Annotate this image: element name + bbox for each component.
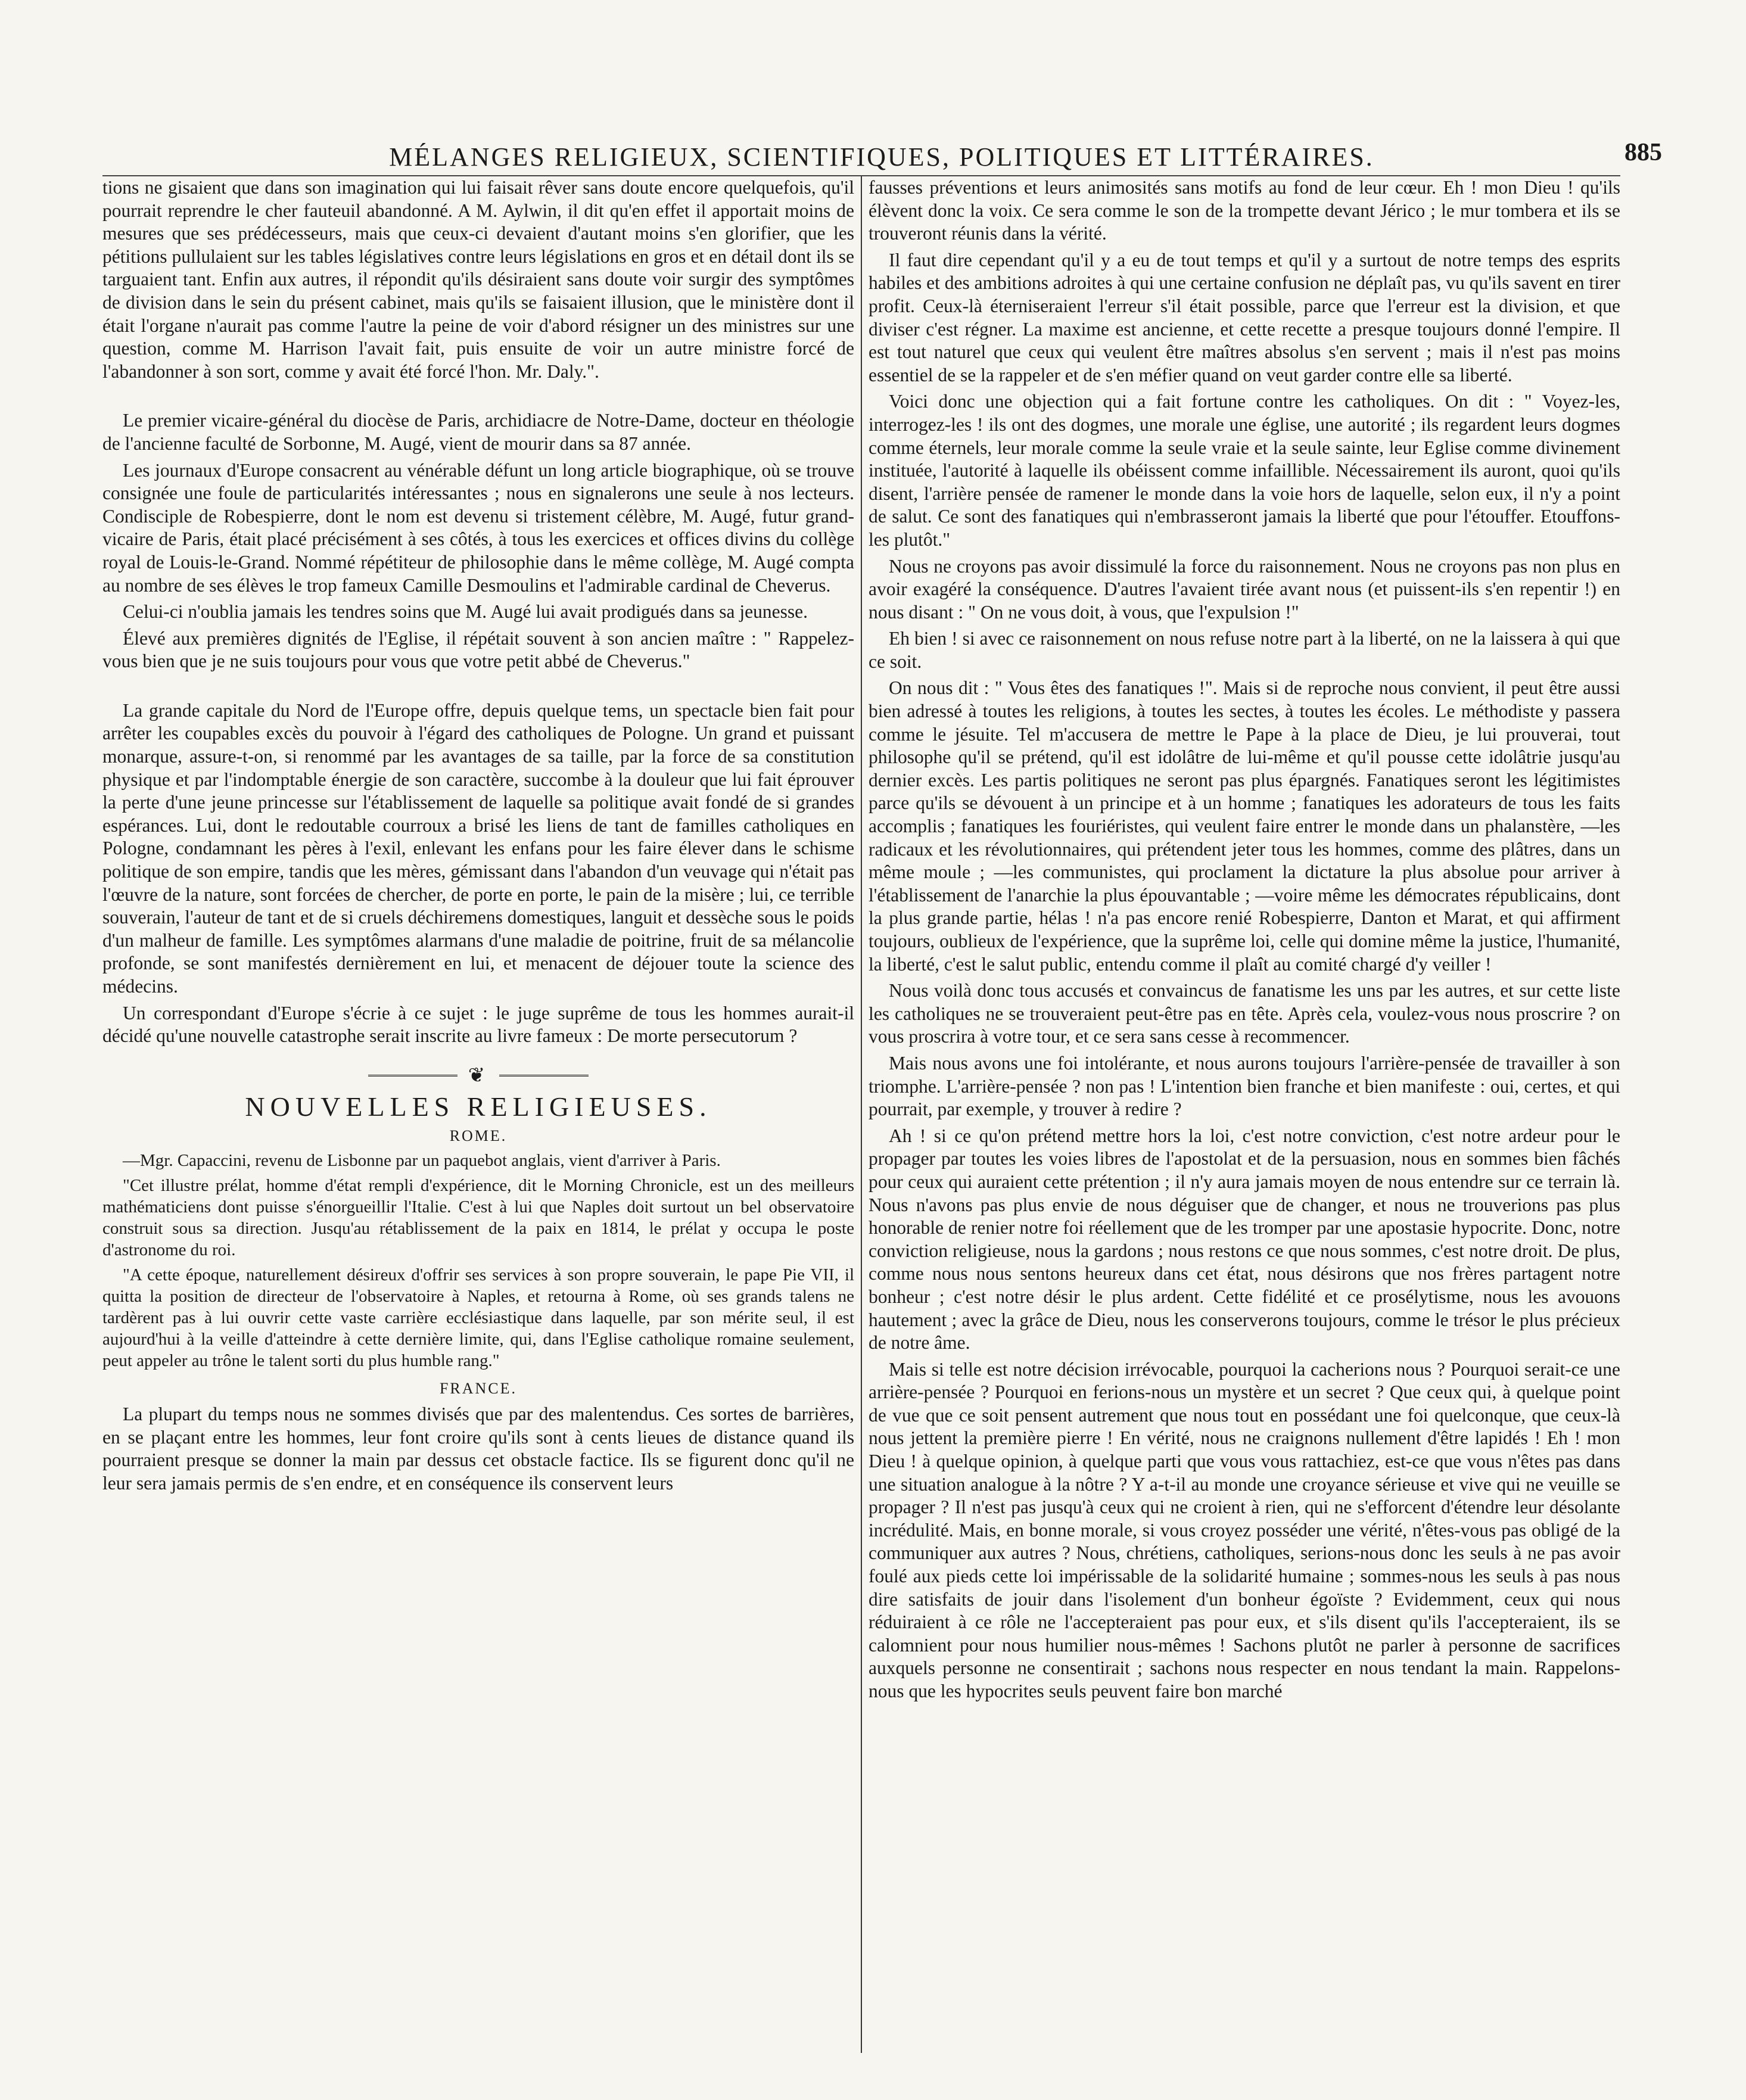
right-column: [869, 176, 1620, 2053]
running-title: MÉLANGES RELIGIEUX, SCIENTIFIQUES, POLITIQUES ET LITTÉRAIRES.: [389, 142, 1374, 172]
paragraph: Il faut dire cependant qu'il y a eu de tout temps et qu'il y a surtout de notre temps des esprits habiles et des ambitions adroites à qui une certaine confusion ne déplaît pas, vu qu'ils savent en tirer profit. Ceux-là éterniseraient l'erreur s'il était possible, parce que l'erreur est la division, et que diviser c'est régner. La maxime est ancienne, et cette recette a presque toujours donné l'empire. Il est tout naturel que ceux qui veulent être maîtres absolus s'en servent ; mais il n'est pas moins essentiel de se la rappeler et de s'en méfier quand on veut garder contre elle sa liberté.: [869, 249, 1620, 385]
paragraph: Nous ne croyons pas avoir dissimulé la force du raisonnement. Nous ne croyons pas non plus en avoir exagéré la conséquence. D'autres l'avaient tirée avant nous (et puissent-ils s'en repentir !) en nous disant : " On ne vous doit, à vous, que l'expulsion !": [869, 555, 1620, 623]
column-divider: [861, 176, 862, 2053]
paragraph: La grande capitale du Nord de l'Europe offre, depuis quelque tems, un spectacle bien fait pour arrêter les coupables excès du pouvoir à l'égard des catholiques de Pologne. Un grand et puissant monarque, assure-t-on, si renommé par les avantages de sa taille, par la force de sa constitution physique et par l'indomptable énergie de son caractère, succombe à la douleur que lui fait éprouver la perte d'une jeune princesse sur l'établissement de laquelle sa politique avait fondé de si grandes espérances. Lui, dont le redoutable courroux a brisé les liens de tant de familles catholiques en Pologne, condamnant les pères à l'exil, enlevant les enfans pour les faire élever dans le schisme politique de son empire, tandis que les mères, gémissant dans l'abandon d'un veuvage qui n'était pas l'œuvre de la nature, sont forcées de chercher, de porte en porte, le pain de la misère ; lui, ce terrible souverain, l'auteur de tant et de si cruels déchiremens domestiques, languit et dessèche sous le poids d'un malheur de famille. Les symptômes alarmans d'une maladie de poitrine, fruit de sa mélancolie profonde, se sont manifestés dernièrement en lui, et menacent de déjouer toute la science des médecins.: [102, 699, 854, 997]
paragraph: Nous voilà donc tous accusés et convaincus de fanatisme les uns par les autres, et sur cette liste les catholiques ne se trouveraient peut-être pas en tête. Après cela, voulez-vous nous proscrire ? on vous proscrira à votre tour, et ce sera sans cesse à recommencer.: [869, 980, 1620, 1047]
paragraph: Mais nous avons une foi intolérante, et nous aurons toujours l'arrière-pensée de travailler à son triomphe. L'arrière-pensée ? non pas ! L'intention bien franche et bien manifeste : oui, certes, et qui pourrait, par exemple, y trouver à redire ?: [869, 1052, 1620, 1120]
subheading-rome: ROME.: [449, 1127, 508, 1144]
section-title: NOUVELLES RELIGIEUSES.: [245, 1091, 712, 1122]
paragraph: tions ne gisaient que dans son imagination qui lui faisait rêver sans doute encore quelquefois, qu'il pourrait reprendre le cher fauteuil abandonné. A M. Aylwin, il dit qu'en effet il apportait moins de mesures que ses prédécesseurs, mais que ceux-ci devaient d'autant moins s'en glorifier, que les pétitions pullulaient sur les tables législatives contre leurs législations en gros et en détail dont ils se targuaient tant. Enfin aux autres, il répondit qu'ils désiraient sans doute voir surgir des symptômes de division dans le sein du présent cabinet, mais qu'ils se faisaient illusion, que le ministère dont il était l'organe n'aurait pas comme l'autre la peine de voir d'abord résigner un des ministres sur une question, comme M. Harrison l'avait fait, puis ensuite de voir un autre ministre forcé de l'abandonner à son sort, comme y avait été forcé l'hon. Mr. Daly.".: [102, 177, 854, 382]
ornament-divider: [102, 1063, 854, 1087]
fleuron-icon: ❦: [468, 1064, 489, 1087]
paragraph: "A cette époque, naturellement désireux d'offrir ses services à son propre souverain, le pape Pie VII, il quitta la position de directeur de l'observatoire à Naples, et retourna à Rome, où ses grands talens ne tardèrent pas à lui ouvrir cette vaste carrière ecclésiastique dans laquelle, par son mérite seul, il est aujourd'hui à la veille d'atteindre à cette dernière limite, qui, dans l'Eglise catholique romaine seulement, peut appeler au trône le talent sorti du plus humble rang.": [102, 1265, 854, 1371]
paragraph: Celui-ci n'oublia jamais les tendres soins que M. Augé lui avait prodigués dans sa jeunesse.: [123, 601, 808, 623]
paragraph: Ah ! si ce qu'on prétend mettre hors la loi, c'est notre conviction, c'est notre ardeur pour le propager par toutes les voies libres de l'apostolat et de la persuasion, nous en sommes bien fâchés pour ceux qui auraient cette prétention ; il n'y aura jamais moyen de nous entendre sur ce terrain là. Nous n'avons pas plus envie de nous déguiser que de changer, et nous ne trouverions pas plus honorable de renier notre foi réellement que de les tromper par une apostasie hypocrite. Donc, notre conviction religieuse, nous la gardons ; nous restons ce que nous sommes, c'est notre droit. De plus, comme nous nous sentons heureux dans cet état, nous désirons que nos frères partagent notre bonheur ; c'est notre désir le plus ardent. Cette fidélité et ce prosélytisme, nous les avouons hautement ; avec la grâce de Dieu, nous les conserverons toujours, comme le trésor le plus précieux de notre âme.: [869, 1125, 1620, 1354]
paragraph: Les journaux d'Europe consacrent au vénérable défunt un long article biographique, où se trouve consignée une foule de particularités intéressantes ; nous en signalerons une seule à nos lecteurs. Condisciple de Robespierre, dont le nom est devenu si tristement célèbre, M. Augé, futur grand-vicaire de Paris, était placé précisément à ses côtés, à tous les exercices et offices divins du collège royal de Louis-le-Grand. Nommé répétiteur de philosophie dans le même collège, M. Augé compta au nombre de ses élèves le trop fameux Camille Desmoulins et l'admirable cardinal de Cheverus.: [102, 459, 854, 596]
paragraph: Mais si telle est notre décision irrévocable, pourquoi la cacherions nous ? Pourquoi serait-ce une arrière-pensée ? Pourquoi en ferions-nous un mystère et un secret ? Que ceux qui, à quelque point de vue que ce soit pensent autrement que nous tout en possédant une foi quelconque, que ceux-là nous jettent la première pierre ! En vérité, nous ne craignons nullement d'être lapidés ! Eh ! mon Dieu ! à quelque opinion, à quelque parti que vous vous rattachiez, est-ce que vous n'êtes pas dans une situation analogue à la nôtre ? Y a-t-il au monde une croyance sérieuse et vive qui ne veuille se propager ? Il n'est pas jusqu'à ceux qui ne croient à rien, qui ne s'efforcent d'étendre leur désolante incrédulité. Mais, en bonne morale, si vous croyez posséder une vérité, n'êtes-vous pas obligé de la communiquer aux autres ? Nous, chrétiens, catholiques, serions-nous donc les seuls à ne pas avoir foulé aux pieds cette loi impérissable de la solidarité humaine ; sommes-nous les seuls à pas nous dire satisfaits de jouir dans l'isolement d'un bonheur égoïste ? Evidemment, ceux qui nous réduiraient à ce rôle ne l'accepteraient pas pour eux, et s'ils disent qu'ils l'accepteraient, ils se calomnient pour nous humilier nous-mêmes ! Sachons plutôt ne parler à personne de sacrifices auxquels personne ne consentirait ; sachons nous respecter en nous tendant la main. Rappelons-nous que les hypocrites seuls peuvent faire bon marché: [869, 1358, 1620, 1701]
paragraph: Voici donc une objection qui a fait fortune contre les catholiques. On dit : " Voyez-les, interrogez-les ! ils ont des dogmes, une morale une église, une autorité ; ils regardent leurs dogmes comme éternels, leur morale comme la seule vraie et la seule sainte, leur Eglise comme divinement instituée, l'autorité à laquelle ils obéissent comme infaillible. Nécessairement ils auront, quoi qu'ils disent, l'arrière pensée de ramener le monde dans la voie hors de laquelle, selon eux, il n'y a point de salut. Ce sont des fanatiques qui n'embrasseront jamais la liberté que pour l'étouffer. Etouffons-les plutôt.": [869, 391, 1620, 550]
paragraph: Élevé aux premières dignités de l'Eglise, il répétait souvent à son ancien maître : " Rappelez-vous bien que je ne suis toujours pour vous que votre petit abbé de Cheverus.": [102, 627, 854, 672]
paragraph: On nous dit : " Vous êtes des fanatiques !". Mais si de reproche nous convient, il peut être aussi bien adressé à toutes les religions, à toutes les sectes, à toutes les écoles. Le méthodiste y passera comme le jésuite. Tel m'accusera de mettre le Pape à la place de Dieu, je lui prouverai, tout philosophe qu'il se prétend, qu'il est idolâtre de lui-même et qu'il pousse cette idolâtrie jusqu'au dernier excès. Les partis politiques ne seront pas plus épargnés. Fanatiques seront les légitimistes parce qu'ils se dévouent à un principe et à un homme ; fanatiques les adorateurs de tous les faits accomplis ; fanatiques les fouriéristes, qui veulent faire entrer le monde dans un phalanstère, —les radicaux et les révolutionnaires, qui prétendent jeter tous les hommes, comme des plâtres, dans un même moule ; —les communistes, qui proclament la dictature la plus absolue pour arriver à l'établissement de l'anarchie la plus épouvantable ; —voire même les démocrates républicains, dont la plus grande partie, hélas ! n'a pas encore renié Robespierre, Danton et Marat, et qui affirment toujours, oublieux de l'expérience, que la suprême loi, celle qui domine même la justice, l'humanité, la liberté, c'est le salut public, entendu comme il plaît au comité chargé d'y veiller !: [869, 677, 1620, 975]
paragraph: —Mgr. Capaccini, revenu de Lisbonne par un paquebot anglais, vient d'arriver à Paris.: [123, 1151, 721, 1171]
left-column: [102, 176, 854, 2053]
subheading-france: FRANCE.: [439, 1380, 518, 1398]
paragraph: "Cet illustre prélat, homme d'état rempli d'expérience, dit le Morning Chronicle, est un des meilleurs mathématiciens dont puisse s'énorgueillir l'Italie. C'est à lui que Naples doit surtout un bel observatoire construit sous sa direction. Jusqu'au rétablissement de la paix en 1814, le prélat y occupa le poste d'astronome du roi.: [102, 1176, 854, 1260]
page-number: 885: [1624, 139, 1662, 166]
paragraph: Un correspondant d'Europe s'écrie à ce sujet : le juge suprême de tous les hommes aurait-il décidé qu'une nouvelle catastrophe serait inscrite au livre fameux : De morte persecutorum ?: [102, 1002, 854, 1047]
page-header: [101, 138, 1662, 180]
paragraph: fausses préventions et leurs animosités sans motifs au fond de leur cœur. Eh ! mon Dieu ! qu'ils élèvent donc la voix. Ce sera comme le son de la trompette devant Jérico ; le mur tombera et ils se trouveront réunis dans la vérité.: [869, 177, 1620, 244]
paragraph: La plupart du temps nous ne sommes divisés que par des malentendus. Ces sortes de barrières, en se plaçant entre les hommes, leur font croire qu'ils sont à cents lieues de distance quand ils pourraient presque se donner la main par dessus cet obstacle factice. Ils se figurent donc qu'il ne leur sera jamais permis de s'en endre, et en conséquence ils conservent leurs: [102, 1403, 854, 1494]
paragraph: Le premier vicaire-général du diocèse de Paris, archidiacre de Notre-Dame, docteur en théologie de l'ancienne faculté de Sorbonne, M. Augé, vient de mourir dans sa 87 année.: [102, 410, 854, 454]
ornament-line: [368, 1075, 457, 1077]
ornament-line: [499, 1075, 589, 1077]
paragraph: Eh bien ! si avec ce raisonnement on nous refuse notre part à la liberté, on ne la laissera à qui que ce soit.: [869, 628, 1620, 672]
